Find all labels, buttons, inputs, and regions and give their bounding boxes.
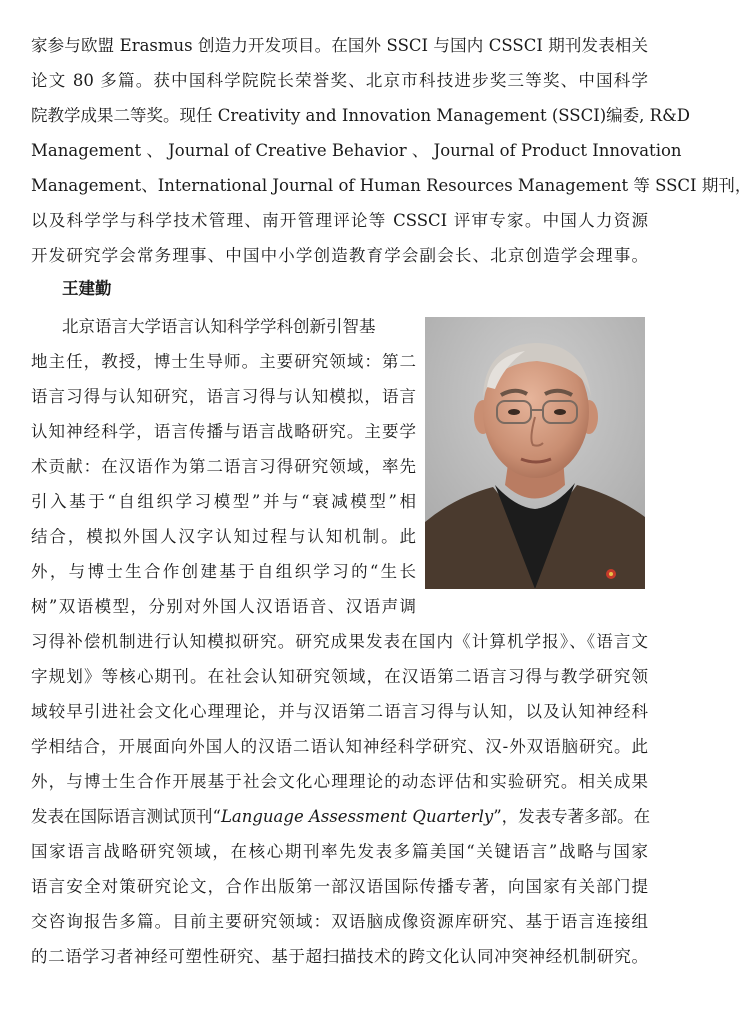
bio-line: 国家语言战略研究领域，在核心期刊率先发表多篇美国“关键语言”战略与国家 xyxy=(31,842,648,861)
bio-line: 字规划》等核心期刊。在社会认知研究领域，在汉语第二语言习得与教学研究领 xyxy=(31,667,648,686)
bio-line: 语言安全对策研究论文，合作出版第一部汉语国际传播专著，向国家有关部门提 xyxy=(31,877,648,896)
journal-line-before: 发表在国际语言测试顶刊“ xyxy=(31,807,221,826)
bio-line: 树”双语模型，分别对外国人汉语语音、汉语声调 xyxy=(31,597,416,616)
intro-line: 论文 80 多篇。获中国科学院院长荣誉奖、北京市科技进步奖三等奖、中国科学 xyxy=(31,71,648,90)
bio-line: 引入基于“自组织学习模型”并与“衰减模型”相 xyxy=(31,492,416,511)
bio-line: 外，与博士生合作开展基于社会文化心理理论的动态评估和实验研究。相关成果 xyxy=(31,772,648,791)
bio-line: 的二语学习者神经可塑性研究、基于超扫描技术的跨文化认同冲突神经机制研究。 xyxy=(31,947,648,966)
bio-line: 交咨询报告多篇。目前主要研究领域：双语脑成像资源库研究、基于语言连接组 xyxy=(31,912,648,931)
bio-line: 学相结合，开展面向外国人的汉语二语认知神经科学研究、汉-外双语脑研究。此 xyxy=(31,737,648,756)
intro-line: 家参与欧盟 Erasmus 创造力开发项目。在国外 SSCI 与国内 CSSCI 期刊发表相关 xyxy=(31,36,648,55)
intro-line: Management 、 Journal of Creative Behavior 、 Journal of Product Innovation xyxy=(31,141,682,160)
portrait-illustration xyxy=(425,317,645,589)
bio-line: 地主任，教授，博士生导师。主要研究领域：第二 xyxy=(31,352,416,371)
journal-line-after: ”，发表专著多部。在 xyxy=(493,807,651,826)
portrait-photo xyxy=(425,317,645,589)
intro-line: 开发研究学会常务理事、中国中小学创造教育学会副会长、北京创造学会理事。 xyxy=(31,246,648,265)
profile-name: 王建勤 xyxy=(62,279,112,298)
bio-line: 术贡献：在汉语作为第二语言习得研究领域，率先 xyxy=(31,457,416,476)
bio-line: 北京语言大学语言认知科学学科创新引智基 xyxy=(62,317,376,336)
intro-line: 院教学成果二等奖。现任 Creativity and Innovation Management (SSCI)编委, R&D xyxy=(31,106,691,125)
bio-line: 域较早引进社会文化心理理论，并与汉语第二语言习得与认知，以及认知神经科 xyxy=(31,702,648,721)
bio-line: 外，与博士生合作创建基于自组织学习的“生长 xyxy=(31,562,416,581)
intro-line: Management、International Journal of Human Resources Management 等 SSCI 期刊， xyxy=(31,176,751,195)
journal-title: Language Assessment Quarterly xyxy=(220,807,494,826)
journal-line xyxy=(31,807,651,829)
intro-line: 以及科学学与科学技术管理、南开管理评论等 CSSCI 评审专家。中国人力资源 xyxy=(31,211,648,230)
bio-line: 结合，模拟外国人汉字认知过程与认知机制。此 xyxy=(31,527,416,546)
bio-line: 习得补偿机制进行认知模拟研究。研究成果发表在国内《计算机学报》、《语言文 xyxy=(31,632,648,651)
bio-line: 语言习得与认知研究，语言习得与认知模拟，语言 xyxy=(31,387,416,406)
bio-line: 认知神经科学，语言传播与语言战略研究。主要学 xyxy=(31,422,416,441)
